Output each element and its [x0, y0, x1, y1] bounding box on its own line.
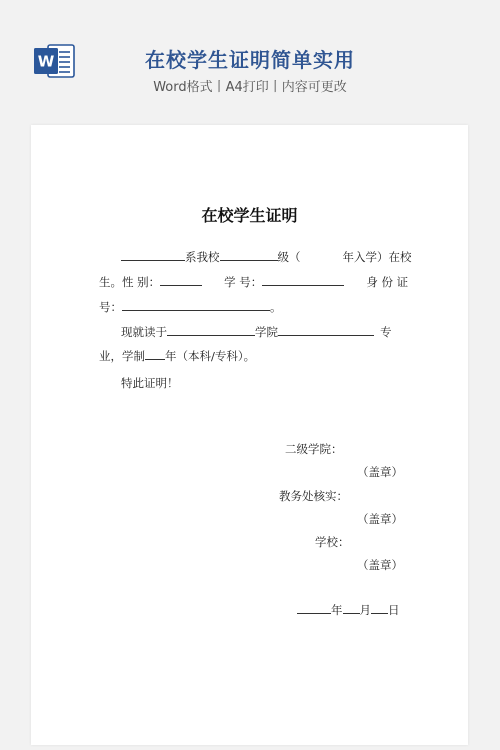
- college-signature-label: 二级学院：: [285, 442, 343, 456]
- date-month-label: 月: [359, 603, 371, 617]
- line4-text-2: 学院: [255, 325, 278, 339]
- academic-affairs-seal: （盖章）: [357, 512, 403, 526]
- school-seal: （盖章）: [357, 558, 403, 572]
- school-signature-label: 学校：: [315, 535, 350, 549]
- body-line-1: [121, 248, 412, 265]
- year-blank[interactable]: [297, 601, 331, 614]
- document-page: [31, 125, 468, 745]
- page-header: [0, 0, 500, 125]
- word-icon-letter: W: [37, 52, 55, 71]
- department-blank[interactable]: [121, 248, 185, 261]
- day-blank[interactable]: [371, 601, 388, 614]
- college-blank[interactable]: [167, 323, 255, 336]
- date-day-label: 日: [388, 603, 400, 617]
- line2-text-1: 生。性 别：: [99, 275, 161, 289]
- line1-text-3: 年入学）在校: [342, 250, 412, 264]
- line4-text-3: 专: [380, 325, 392, 339]
- line5-text-2: 年（本科/专科）。: [165, 349, 256, 363]
- month-blank[interactable]: [343, 601, 360, 614]
- date-line: [297, 601, 400, 618]
- body-line-3: [99, 298, 282, 315]
- line4-text-1: 现就读于: [121, 325, 167, 339]
- line1-text-2: 级（: [277, 250, 301, 264]
- body-line-2: [99, 273, 408, 290]
- id-card-blank[interactable]: [122, 298, 270, 311]
- line3-text-2: 。: [270, 300, 282, 314]
- major-blank[interactable]: [278, 323, 374, 336]
- line1-text-1: 系我校: [185, 250, 220, 264]
- student-id-blank[interactable]: [262, 273, 344, 286]
- study-years-blank[interactable]: [145, 347, 165, 360]
- page-subtitle: Word格式丨A4打印丨内容可更改: [153, 80, 347, 95]
- body-line-4: [121, 323, 392, 340]
- line2-text-2: 学 号：: [224, 275, 263, 289]
- page-title: 在校学生证明简单实用: [145, 48, 355, 72]
- body-line-5: [99, 347, 255, 364]
- closing-text: 特此证明！: [121, 376, 179, 390]
- line3-text-1: 号：: [99, 300, 122, 314]
- gender-blank[interactable]: [160, 273, 202, 286]
- document-title: 在校学生证明: [201, 206, 298, 225]
- grade-blank[interactable]: [220, 248, 278, 261]
- line5-text-1: 业，学制: [99, 349, 145, 363]
- document-body: [99, 125, 412, 745]
- academic-affairs-label: 教务处核实：: [279, 489, 348, 503]
- line2-text-3: 身 份 证: [366, 275, 409, 289]
- date-year-label: 年: [331, 603, 343, 617]
- college-seal: （盖章）: [357, 465, 403, 479]
